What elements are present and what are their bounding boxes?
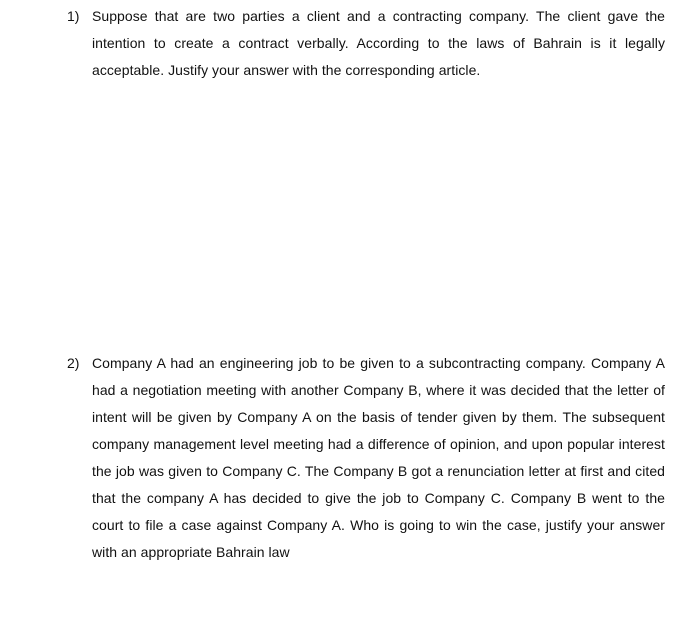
question-2-number: 2) bbox=[67, 355, 80, 371]
question-2-text: Company A had an engineering job to be given to a subcontracting company. Company A had a negotiation meeting with another Company B, where it was decided that the letter of intent will be given by Company A on the basis of tender given by them. The subsequent company management level meeting had a difference of opinion, and upon popular interest the job was given to Company C. The Company B got a renunciation letter at first and cited that the company A has decided to give the job to Company C. Company B went to the court to file a case against Company A. Who is going to win the case, justify your answer with an appropriate Bahrain law bbox=[92, 355, 665, 560]
question-1-text: Suppose that are two parties a client and a contracting company. The client gave the intention to create a contract verbally. According to the laws of Bahrain is it legally acceptable. Justify your answer with the corresponding article. bbox=[92, 8, 665, 78]
question-1-number: 1) bbox=[67, 8, 80, 24]
